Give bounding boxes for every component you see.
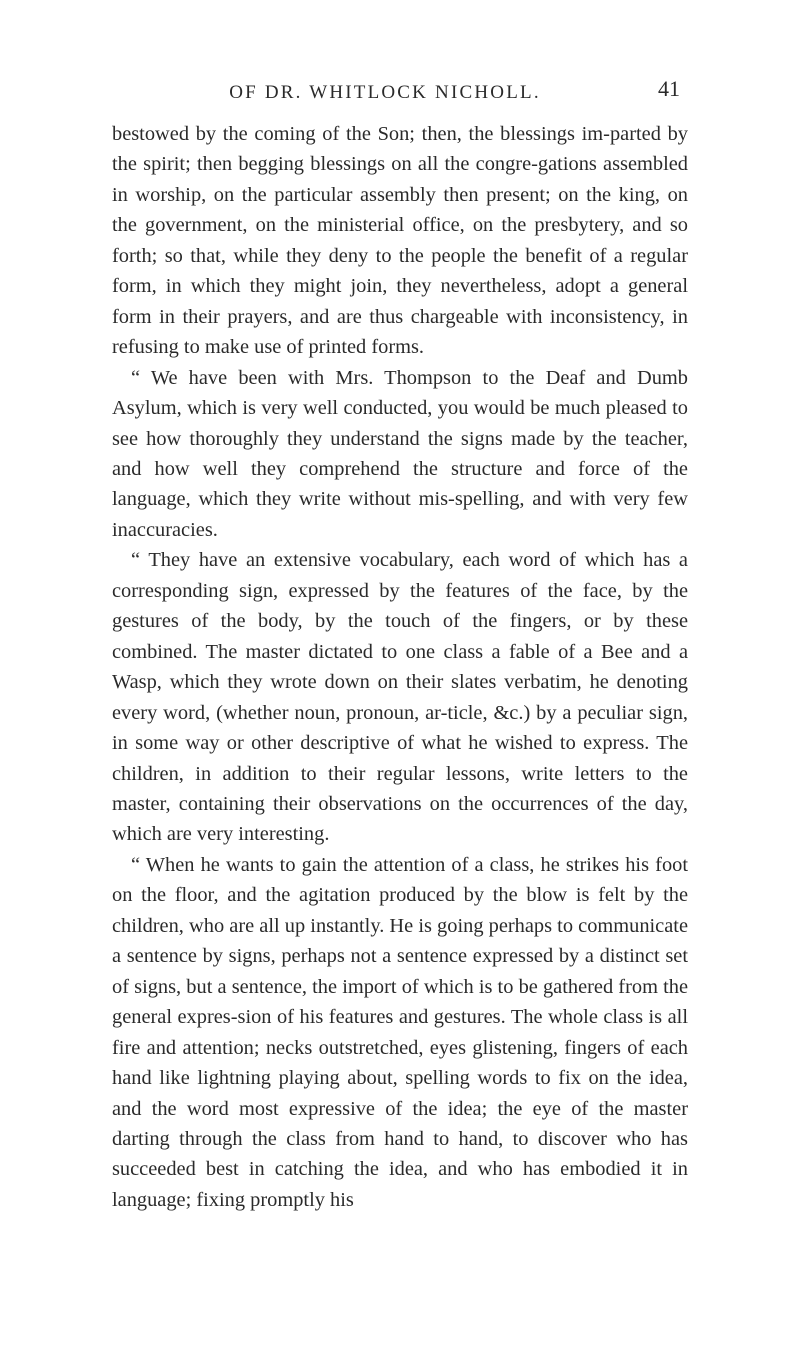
paragraph-asylum-visit: “ We have been with Mrs. Thompson to the Deaf and Dumb Asylum, which is very well conducted, you would be much pleased to see how thoroughly they understand the signs made by the teacher, and how well they comprehend the structure and force of the language, which they write without mis-spelling, and with very few inaccuracies. (112, 366, 688, 541)
paragraph-class-attention: “ When he wants to gain the attention of a class, he strikes his foot on the floor, and the agitation produced by the blow is felt by the children, who are all up instantly. He is going perhaps to communicate a sentence by signs, perhaps not a sentence expressed by a distinct set of signs, but a sentence, the import of which is to be gathered from the general expres-sion of his features and gestures. The whole class is all fire and attention; necks outstretched, eyes glistening, fingers of each hand like lightning playing about, spelling words to fix on the idea, and the word most expressive of the idea; the eye of the master darting through the class from hand to hand, to discover who has succeeded best in catching the idea, and who has embodied it in language; fixing promptly his (112, 853, 688, 1211)
body-text (112, 119, 688, 1215)
running-head-title: OF DR. WHITLOCK NICHOLL. (229, 82, 541, 103)
paragraph-prayer-forms: bestowed by the coming of the Son; then, the blessings im-parted by the spirit; then begging blessings on all the congre-gations assembled in worship, on the particular assembly then present; on the king, on the government, on the ministerial office, on the presbytery, and so forth; so that, while they deny to the people the benefit of a regular form, in which they might join, they nevertheless, adopt a general form in their prayers, and are thus chargeable with inconsistency, in refusing to make use of printed forms. (112, 123, 688, 359)
page-number: 41 (658, 76, 680, 101)
paragraph-vocabulary: “ They have an extensive vocabulary, each word of which has a corresponding sign, expressed by the features of the face, by the gestures of the body, by the touch of the fingers, or by these combined. The master dictated to one class a fable of a Bee and a Wasp, which they wrote down on their slates verbatim, he denoting every word, (whether noun, pronoun, ar-ticle, &c.) by a peculiar sign, in some way or other descriptive of what he wished to express. The children, in addition to their regular lessons, write letters to the master, containing their observations on the occurrences of the day, which are very interesting. (112, 549, 688, 846)
